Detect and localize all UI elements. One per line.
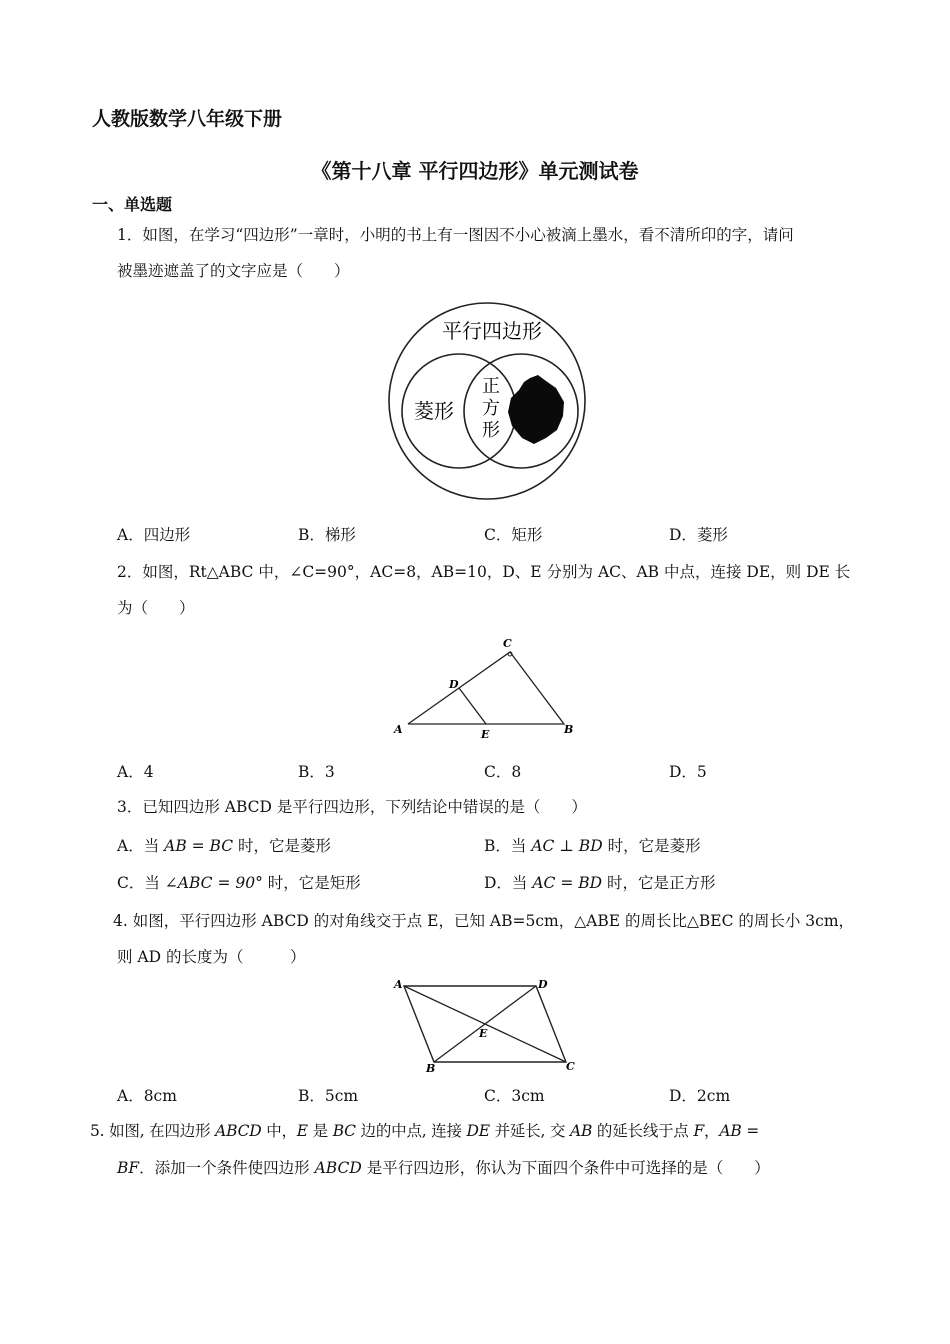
q3-option-d: D．当 AC = BD 时，它是正方形 <box>484 874 716 892</box>
venn-label-square-3: 形 <box>482 420 500 441</box>
q4-label-c: C <box>566 1060 575 1073</box>
q3-option-b-math: AC ⊥ BD <box>531 837 603 855</box>
q3-option-c-math: ∠ABC = 90° <box>164 874 263 892</box>
q5-text-line1: 5. 如图, 在四边形 ABCD 中，E 是 BC 边的中点, 连接 DE 并延长, 交 AB 的延长线于点 F，AB = <box>90 1122 760 1140</box>
q4-label-b: B <box>426 1062 436 1075</box>
q4-text-line2: 则 AD 的长度为（ ） <box>117 948 306 966</box>
q2-text-line2: 为（ ） <box>117 599 195 617</box>
q2-option-c: C．8 <box>484 763 522 781</box>
q4-label-a: A <box>394 978 403 991</box>
venn-label-square-2: 方 <box>482 398 500 419</box>
q2-option-a: A．4 <box>117 763 154 781</box>
q3-option-a: A．当 AB = BC 时，它是菱形 <box>117 837 332 855</box>
venn-label-parallelogram: 平行四边形 <box>442 319 542 343</box>
q2-label-a: A <box>394 723 403 736</box>
q1-option-c: C．矩形 <box>484 526 543 544</box>
q4-parallelogram-figure <box>388 974 588 1076</box>
page-title: 《第十八章 平行四边形》单元测试卷 <box>311 159 639 183</box>
q4-option-d: D．2cm <box>669 1087 731 1105</box>
venn-label-rhombus: 菱形 <box>414 399 454 423</box>
q3-option-b: B．当 AC ⊥ BD 时，它是菱形 <box>484 837 701 855</box>
q4-option-c: C．3cm <box>484 1087 545 1105</box>
q5-text-line2: BF．添加一个条件使四边形 ABCD 是平行四边形，你认为下面四个条件中可选择的是（ ） <box>117 1159 770 1177</box>
q2-option-d: D．5 <box>669 763 707 781</box>
q4-option-a: A．8cm <box>117 1087 177 1105</box>
textbook-grade-heading: 人教版数学八年级下册 <box>92 108 283 130</box>
q3-option-a-math: AB = BC <box>164 837 234 855</box>
venn-label-square-1: 正 <box>482 376 500 397</box>
q4-text-line1: 4. 如图，平行四边形 ABCD 的对角线交于点 E，已知 AB=5cm，△ABE 的周长比△BEC 的周长小 3cm， <box>113 912 855 930</box>
q3-option-c: C．当 ∠ABC = 90° 时，它是矩形 <box>117 874 361 892</box>
q2-label-d: D <box>449 678 459 691</box>
q1-text-line2: 被墨迹遮盖了的文字应是（ ） <box>117 262 350 280</box>
q2-triangle-figure <box>390 632 580 744</box>
q4-option-b: B．5cm <box>298 1087 359 1105</box>
q4-label-d: D <box>538 978 548 991</box>
q1-text-line1: 1．如图，在学习“四边形”一章时，小明的书上有一图因不小心被滴上墨水，看不清所印的字，请问 <box>117 226 794 244</box>
q3-option-d-math: AC = BD <box>532 874 603 892</box>
q1-option-a: A．四边形 <box>117 526 191 544</box>
q1-venn-diagram <box>380 298 610 504</box>
q2-option-b: B．3 <box>298 763 335 781</box>
q2-label-c: C <box>503 637 512 650</box>
ink-blot <box>508 375 564 444</box>
q4-label-e: E <box>479 1027 488 1040</box>
q2-label-e: E <box>481 728 490 741</box>
q3-text-line1: 3．已知四边形 ABCD 是平行四边形，下列结论中错误的是（ ） <box>117 798 587 816</box>
q2-text-line1: 2．如图，Rt△ABC 中，∠C=90°，AC=8，AB=10，D、E 分别为 AC、AB 中点，连接 DE，则 DE 长 <box>117 563 851 581</box>
q1-option-b: B．梯形 <box>298 526 356 544</box>
section-heading: 一、单选题 <box>92 195 173 214</box>
q1-option-d: D．菱形 <box>669 526 728 544</box>
q2-label-b: B <box>564 723 574 736</box>
